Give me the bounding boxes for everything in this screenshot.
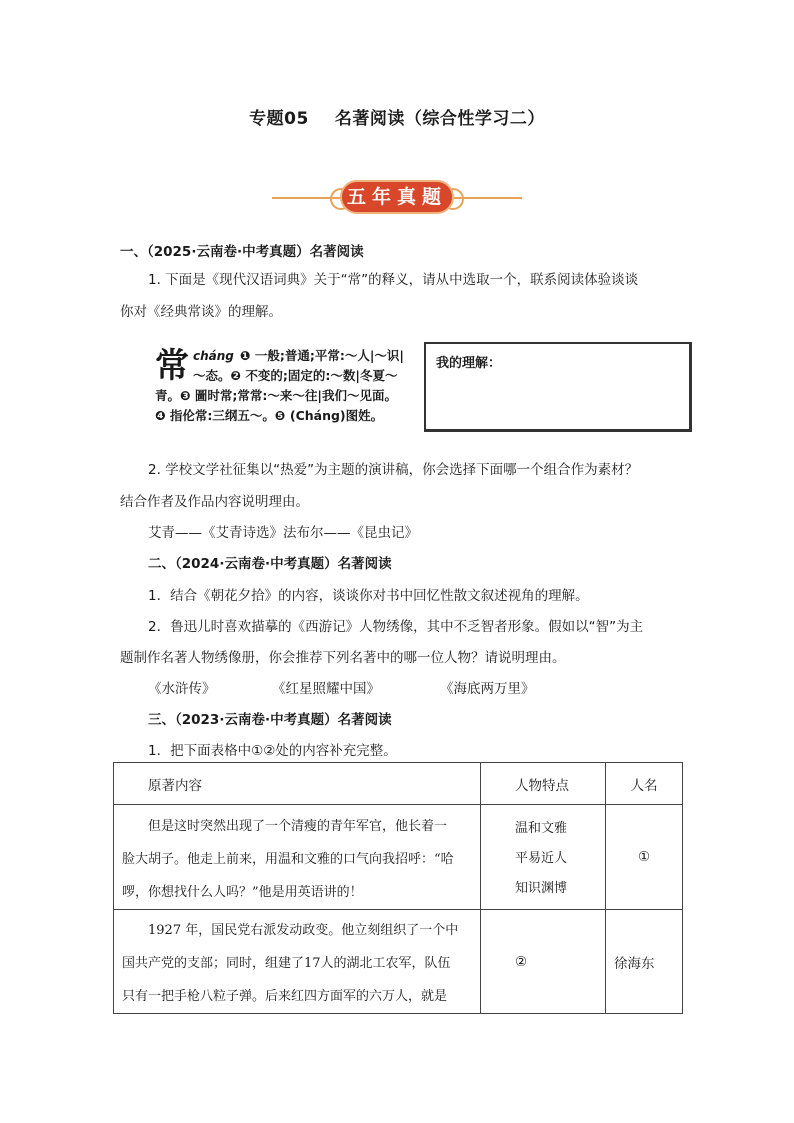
book-option: 《海底两万里》	[440, 681, 535, 697]
topic-number: 专题05	[249, 109, 309, 129]
table-header-row	[114, 763, 683, 805]
content-line: 1927 年，国民党右派发动政变。他立刻组织了一个中	[148, 923, 459, 938]
content-line: 只有一把手枪八粒子弹。后来红四方面军的六万人，就是	[122, 989, 448, 1004]
row-content-cell	[114, 805, 481, 910]
content-line: 国共产党的支部；同时，组建了17人的湖北工农军，队伍	[122, 956, 451, 971]
dictionary-line-3: 青。❸ 圖时常;常常:～来～往|我们～见面。	[155, 388, 397, 403]
five-year-banner	[272, 178, 522, 218]
dictionary-line-4: ❹ 指伦常:三纲五～。❺ (Cháng)图姓。	[155, 408, 384, 423]
banner-label: 五年真题	[340, 180, 454, 214]
topic-title: 名著阅读（综合性学习二）	[334, 109, 545, 129]
content-line: 脸大胡子。他走上前来，用温和文雅的口气向我招呼：“哈	[122, 851, 454, 867]
book-option: 《红星照耀中国》	[272, 681, 380, 697]
section3-q1: 1．把下面表格中①②处的内容补充完整。	[148, 743, 397, 759]
row-name-blank[interactable]: ①	[606, 805, 683, 910]
character-table	[113, 762, 683, 1014]
section1-q2-line2: 结合作者及作品内容说明理由。	[120, 494, 309, 510]
trait-item: 知识渊博	[515, 881, 568, 896]
section3-heading: 三、（2023·云南卷·中考真题）名著阅读	[148, 712, 392, 728]
dictionary-pinyin: cháng	[193, 349, 234, 363]
header-traits: 人物特点	[481, 763, 606, 805]
row-traits-blank[interactable]: ②	[481, 910, 606, 1014]
dictionary-line-2: ～态。❷ 不变的;固定的:～数|冬夏～	[193, 368, 398, 383]
content-line: 啰，你想找什么人吗？”他是用英语讲的！	[122, 884, 363, 900]
row-traits-cell	[481, 805, 606, 910]
dictionary-line-1: cháng ❶ 一般;普通;平常:～人|～识|	[193, 348, 404, 363]
section2-heading: 二、（2024·云南卷·中考真题）名著阅读	[148, 556, 392, 572]
section2-q2-line1: 2．鲁迅儿时喜欢描摹的《西游记》人物绣像，其中不乏智者形象。假如以“智”为主	[148, 619, 644, 635]
table-row	[114, 910, 683, 1014]
my-understanding-box[interactable]	[424, 342, 692, 432]
row-content-cell	[114, 910, 481, 1014]
page-title	[0, 104, 794, 129]
header-name: 人名	[606, 763, 683, 805]
row-name-cell: 徐海东	[606, 910, 683, 1014]
table-row	[114, 805, 683, 910]
dictionary-entry	[155, 346, 425, 428]
section1-q2-line1: 2. 学校文学社征集以“热爱”为主题的演讲稿，你会选择下面哪一个组合作为素材？	[148, 462, 639, 478]
my-understanding-label: 我的理解：	[436, 356, 502, 371]
content-line: 但是这时突然出现了一个清瘦的青年军官，他长着一	[148, 818, 448, 834]
section1-heading: 一、（2025·云南卷·中考真题）名著阅读	[120, 244, 364, 260]
trait-item: 温和文雅	[515, 821, 568, 836]
section1-q1-line1: 1. 下面是《现代汉语词典》关于“常”的释义，请从中选取一个，联系阅读体验谈谈	[148, 272, 639, 288]
section2-q2-line2: 题制作名著人物绣像册，你会推荐下列名著中的哪一位人物？请说明理由。	[120, 650, 566, 666]
section2-q1: 1．结合《朝花夕拾》的内容，谈谈你对书中回忆性散文叙述视角的理解。	[148, 588, 589, 604]
book-option: 《水浒传》	[148, 681, 216, 697]
header-content: 原著内容	[114, 763, 481, 805]
material-combination: 艾青——《艾青诗选》法布尔——《昆虫记》	[148, 525, 418, 541]
dictionary-character: 常	[155, 346, 189, 386]
section1-q1-line2: 你对《经典常谈》的理解。	[120, 304, 282, 320]
trait-item: 平易近人	[515, 851, 568, 866]
